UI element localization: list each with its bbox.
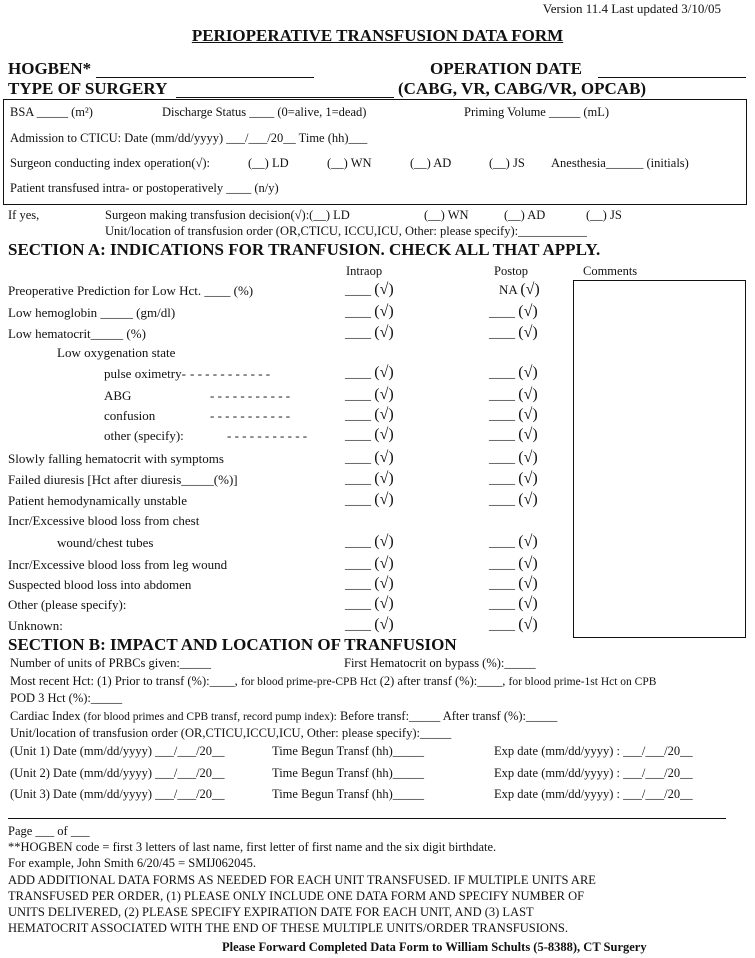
- hogben-definition: **HOGBEN code = first 3 letters of last name, first letter of first name and the six digit birthdate.: [8, 840, 497, 854]
- postop-blank[interactable]: ____: [489, 471, 515, 486]
- intraop-check[interactable]: [345, 406, 394, 424]
- intraop-check[interactable]: [345, 449, 394, 467]
- check-mark-icon[interactable]: (√): [374, 324, 394, 341]
- footer-divider: [8, 818, 726, 819]
- indication-row-label: Unknown:: [8, 618, 63, 633]
- surgeon-label: Surgeon conducting index operation(√):: [10, 156, 210, 170]
- unit-3-date[interactable]: (Unit 3) Date (mm/dd/yyyy) ___/___/20__: [10, 787, 225, 801]
- surgeon-ld-checkbox[interactable]: (__) LD: [248, 156, 289, 170]
- indication-row-label: Incr/Excessive blood loss from leg wound: [8, 557, 228, 572]
- intraop-blank[interactable]: ____: [345, 617, 371, 632]
- postop-blank[interactable]: ____: [489, 596, 515, 611]
- postop-blank[interactable]: ____: [489, 450, 515, 465]
- section-a-heading: SECTION A: INDICATIONS FOR TRANFUSION. CHECK ALL THAT APPLY.: [8, 240, 601, 259]
- check-mark-icon[interactable]: (√): [374, 449, 394, 466]
- postop-check[interactable]: [499, 281, 540, 299]
- check-mark-icon[interactable]: (√): [374, 595, 394, 612]
- check-mark-icon[interactable]: (√): [374, 491, 394, 508]
- postop-blank[interactable]: ____: [489, 387, 515, 402]
- indication-row-label: wound/chest tubes: [57, 535, 154, 550]
- check-mark-icon[interactable]: (√): [374, 616, 394, 633]
- indication-row-label: confusion: [104, 408, 156, 423]
- operation-date-label: OPERATION DATE: [430, 59, 582, 78]
- first-hct-field[interactable]: First Hematocrit on bypass (%):_____: [344, 656, 536, 670]
- surgeon-ad-checkbox[interactable]: (__) AD: [410, 156, 452, 170]
- unit-2-date[interactable]: (Unit 2) Date (mm/dd/yyyy) ___/___/20__: [10, 766, 225, 780]
- postop-check[interactable]: [489, 555, 538, 573]
- form-title: PERIOPERATIVE TRANSFUSION DATA FORM: [191, 26, 564, 45]
- col-postop: Postop: [494, 264, 529, 278]
- intraop-check[interactable]: [345, 324, 394, 342]
- unit-2-time[interactable]: Time Begun Transf (hh)_____: [272, 766, 424, 780]
- indication-row-label: Preoperative Prediction for Low Hct. ____ (%): [8, 283, 254, 298]
- indication-row-label: Low hematocrit_____ (%): [8, 326, 146, 341]
- col-intraop: Intraop: [346, 264, 383, 278]
- postop-na: NA: [499, 282, 518, 297]
- check-mark-icon[interactable]: (√): [518, 324, 538, 341]
- intraop-blank[interactable]: ____: [345, 576, 371, 591]
- check-mark-icon[interactable]: (√): [374, 555, 394, 572]
- postop-blank[interactable]: ____: [489, 576, 515, 591]
- instructions-line-3: UNITS DELIVERED, (2) PLEASE SPECIFY EXPIRATION DATE FOR EACH UNIT, AND (3) LAST: [8, 905, 534, 919]
- intraop-check[interactable]: [345, 281, 394, 299]
- recent-hct-after-note: for blood prime-1st Hct on CPB: [508, 676, 657, 688]
- intraop-check[interactable]: [345, 555, 394, 573]
- intraop-check[interactable]: [345, 470, 394, 488]
- postop-blank[interactable]: ____: [489, 365, 515, 380]
- intraop-blank[interactable]: ____: [345, 556, 371, 571]
- check-mark-icon[interactable]: (√): [518, 575, 538, 592]
- priming-volume-field[interactable]: Priming Volume _____ (mL): [464, 105, 610, 119]
- units-given-field[interactable]: Number of units of PRBCs given:_____: [10, 656, 212, 670]
- if-yes-label: If yes,: [8, 208, 40, 222]
- recent-hct-prior-field[interactable]: Most recent Hct: (1) Prior to transf (%):____,: [10, 674, 238, 688]
- dash-leader: - - - - - - - - - - -: [210, 408, 291, 423]
- intraop-blank[interactable]: ____: [345, 534, 371, 549]
- postop-blank[interactable]: ____: [489, 534, 515, 549]
- postop-check[interactable]: [489, 470, 538, 488]
- postop-check[interactable]: [489, 533, 538, 551]
- intraop-check[interactable]: [345, 303, 394, 321]
- check-mark-icon[interactable]: (√): [518, 449, 538, 466]
- anesthesia-field[interactable]: Anesthesia______ (initials): [551, 156, 689, 170]
- postop-blank[interactable]: ____: [489, 427, 515, 442]
- type-of-surgery-field[interactable]: [176, 97, 394, 98]
- col-comments: Comments: [583, 264, 638, 278]
- postop-check[interactable]: [489, 491, 538, 509]
- unit-3-exp[interactable]: Exp date (mm/dd/yyyy) : ___/___/20__: [494, 787, 693, 801]
- check-mark-icon[interactable]: (√): [520, 281, 540, 298]
- check-mark-icon[interactable]: (√): [518, 406, 538, 423]
- intraop-check[interactable]: [345, 533, 394, 551]
- transfused-field[interactable]: Patient transfused intra- or postoperatively ____ (n/y): [10, 181, 279, 195]
- check-mark-icon[interactable]: (√): [374, 386, 394, 403]
- postop-blank[interactable]: ____: [489, 492, 515, 507]
- section-b-heading: SECTION B: IMPACT AND LOCATION OF TRANFUSION: [8, 635, 457, 654]
- check-mark-icon[interactable]: (√): [374, 303, 394, 320]
- postop-check[interactable]: [489, 303, 538, 321]
- check-mark-icon[interactable]: (√): [518, 303, 538, 320]
- intraop-blank[interactable]: ____: [345, 282, 371, 297]
- postop-check[interactable]: [489, 449, 538, 467]
- recent-hct-prior-note: for blood prime-pre-CPB Hct: [240, 676, 377, 688]
- decision-surgeon-wn[interactable]: (__) WN: [424, 208, 469, 222]
- instructions-line-4: HEMATOCRIT ASSOCIATED WITH THE END OF THESE MULTIPLE UNITS/ORDER TRANSFUSIONS.: [8, 921, 569, 935]
- unit-row-1-date[interactable]: (Unit 1) Date (mm/dd/yyyy) ___/___/20__: [10, 744, 225, 758]
- comments-box[interactable]: [573, 280, 746, 638]
- check-mark-icon[interactable]: (√): [374, 533, 394, 550]
- postop-check[interactable]: [489, 575, 538, 593]
- check-mark-icon[interactable]: (√): [518, 386, 538, 403]
- postop-check[interactable]: [489, 324, 538, 342]
- postop-blank[interactable]: ____: [489, 617, 515, 632]
- instructions-line-1: ADD ADDITIONAL DATA FORMS AS NEEDED FOR EACH UNIT TRANSFUSED. IF MULTIPLE UNITS ARE: [8, 873, 596, 887]
- indication-row-label: Low hemoglobin _____ (gm/dl): [8, 305, 176, 320]
- check-mark-icon[interactable]: (√): [518, 533, 538, 550]
- intraop-blank[interactable]: ____: [345, 325, 371, 340]
- cardiac-index-label: Cardiac Index: [10, 709, 81, 723]
- admission-field[interactable]: Admission to CTICU: Date (mm/dd/yyyy) ___/___/20__ Time (hh)___: [10, 131, 368, 145]
- intraop-blank[interactable]: ____: [345, 304, 371, 319]
- intraop-blank[interactable]: ____: [345, 596, 371, 611]
- intraop-blank[interactable]: ____: [345, 365, 371, 380]
- check-mark-icon[interactable]: (√): [374, 364, 394, 381]
- postop-blank[interactable]: ____: [489, 556, 515, 571]
- hogben-example: For example, John Smith 6/20/45 = SMIJ062045.: [8, 856, 257, 870]
- indication-row-label: Incr/Excessive blood loss from chest: [8, 513, 200, 528]
- intraop-check[interactable]: [345, 575, 394, 593]
- intraop-check[interactable]: [345, 595, 394, 613]
- intraop-check[interactable]: [345, 364, 394, 382]
- postop-check[interactable]: [489, 616, 538, 634]
- dash-leader: - - - - - - - - - - -: [227, 428, 308, 443]
- unit-row-1-exp[interactable]: Exp date (mm/dd/yyyy) : ___/___/20__: [494, 744, 693, 758]
- postop-blank[interactable]: ____: [489, 325, 515, 340]
- instructions-line-2: TRANSFUSED PER ORDER, (1) PLEASE ONLY INCLUDE ONE DATA FORM AND SPECIFY NUMBER OF: [8, 889, 585, 903]
- indication-row-label: Other (please specify):: [8, 597, 127, 612]
- check-mark-icon[interactable]: (√): [374, 575, 394, 592]
- unit-row-1-time[interactable]: Time Begun Transf (hh)_____: [272, 744, 424, 758]
- intraop-blank[interactable]: ____: [345, 450, 371, 465]
- check-mark-icon[interactable]: (√): [518, 364, 538, 381]
- unit-2-exp[interactable]: Exp date (mm/dd/yyyy) : ___/___/20__: [494, 766, 693, 780]
- surgeon-wn-checkbox[interactable]: (__) WN: [327, 156, 372, 170]
- type-of-surgery-label: TYPE OF SURGERY: [8, 79, 168, 98]
- unit-3-time[interactable]: Time Begun Transf (hh)_____: [272, 787, 424, 801]
- intraop-blank[interactable]: ____: [345, 492, 371, 507]
- decision-surgeon-ad[interactable]: (__) AD: [504, 208, 546, 222]
- intraop-check[interactable]: [345, 386, 394, 404]
- indication-row-label: Low oxygenation state: [57, 345, 176, 360]
- postop-check[interactable]: [489, 364, 538, 382]
- check-mark-icon[interactable]: (√): [518, 470, 538, 487]
- check-mark-icon[interactable]: (√): [374, 406, 394, 423]
- indication-row-label: ABG: [104, 388, 132, 403]
- indication-row-label: Patient hemodynamically unstable: [8, 493, 188, 508]
- cardiac-index-note: (for blood primes and CPB transf, record pump index):: [83, 711, 337, 723]
- forward-instructions: Please Forward Completed Data Form to William Schults (5-8388), CT Surgery: [222, 940, 647, 954]
- check-mark-icon[interactable]: (√): [374, 470, 394, 487]
- hogben-field[interactable]: [96, 77, 314, 78]
- postop-check[interactable]: [489, 406, 538, 424]
- postop-check[interactable]: [489, 386, 538, 404]
- indication-row-label: Suspected blood loss into abdomen: [8, 577, 192, 592]
- decision-surgeon-js[interactable]: (__) JS: [586, 208, 622, 222]
- version-note: Version 11.4 Last updated 3/10/05: [542, 1, 721, 16]
- intraop-blank[interactable]: ____: [345, 427, 371, 442]
- operation-date-field[interactable]: [598, 77, 746, 78]
- hogben-label: HOGBEN*: [8, 59, 92, 78]
- check-mark-icon[interactable]: (√): [518, 616, 538, 633]
- postop-check[interactable]: [489, 595, 538, 613]
- discharge-status-field[interactable]: Discharge Status ____ (0=alive, 1=dead): [162, 105, 367, 119]
- dash-leader: - - - - - - - - - - -: [190, 366, 271, 381]
- check-mark-icon[interactable]: (√): [518, 595, 538, 612]
- surgery-options: (CABG, VR, CABG/VR, OPCAB): [398, 79, 647, 98]
- intraop-check[interactable]: [345, 616, 394, 634]
- indication-row-label: other (specify):: [104, 428, 184, 443]
- postop-check[interactable]: [489, 426, 538, 444]
- decision-surgeon-ld[interactable]: Surgeon making transfusion decision(√):(__) LD: [105, 208, 350, 222]
- postop-blank[interactable]: ____: [489, 304, 515, 319]
- check-mark-icon[interactable]: (√): [518, 491, 538, 508]
- check-mark-icon[interactable]: (√): [518, 426, 538, 443]
- intraop-blank[interactable]: ____: [345, 387, 371, 402]
- transfusion-location-field[interactable]: Unit/location of transfusion order (OR,CTICU, ICCU,ICU, Other: please specify):___________: [105, 224, 587, 238]
- pod3-hct-field[interactable]: POD 3 Hct (%):_____: [10, 691, 123, 705]
- page-field[interactable]: Page ___ of ___: [8, 824, 90, 838]
- bsa-field[interactable]: BSA _____ (m²): [10, 105, 93, 119]
- indication-row-label: Slowly falling hematocrit with symptoms: [8, 451, 224, 466]
- postop-blank[interactable]: ____: [489, 407, 515, 422]
- check-mark-icon[interactable]: (√): [518, 555, 538, 572]
- indication-row-label: Failed diuresis [Hct after diuresis_____(%)]: [8, 472, 238, 487]
- intraop-check[interactable]: [345, 426, 394, 444]
- recent-hct-after-field[interactable]: (2) after transf (%):____,: [379, 674, 506, 688]
- intraop-check[interactable]: [345, 491, 394, 509]
- check-mark-icon[interactable]: (√): [374, 281, 394, 298]
- cardiac-index-fields[interactable]: Before transf:_____ After transf (%):_____: [339, 709, 558, 723]
- indication-row-label: pulse oximetry-: [104, 366, 186, 381]
- intraop-blank[interactable]: ____: [345, 407, 371, 422]
- section-b-location-field[interactable]: Unit/location of transfusion order (OR,CTICU,ICCU,ICU, Other: please specify):_____: [10, 726, 452, 740]
- intraop-blank[interactable]: ____: [345, 471, 371, 486]
- surgeon-js-checkbox[interactable]: (__) JS: [489, 156, 525, 170]
- check-mark-icon[interactable]: (√): [374, 426, 394, 443]
- dash-leader: - - - - - - - - - - -: [210, 388, 291, 403]
